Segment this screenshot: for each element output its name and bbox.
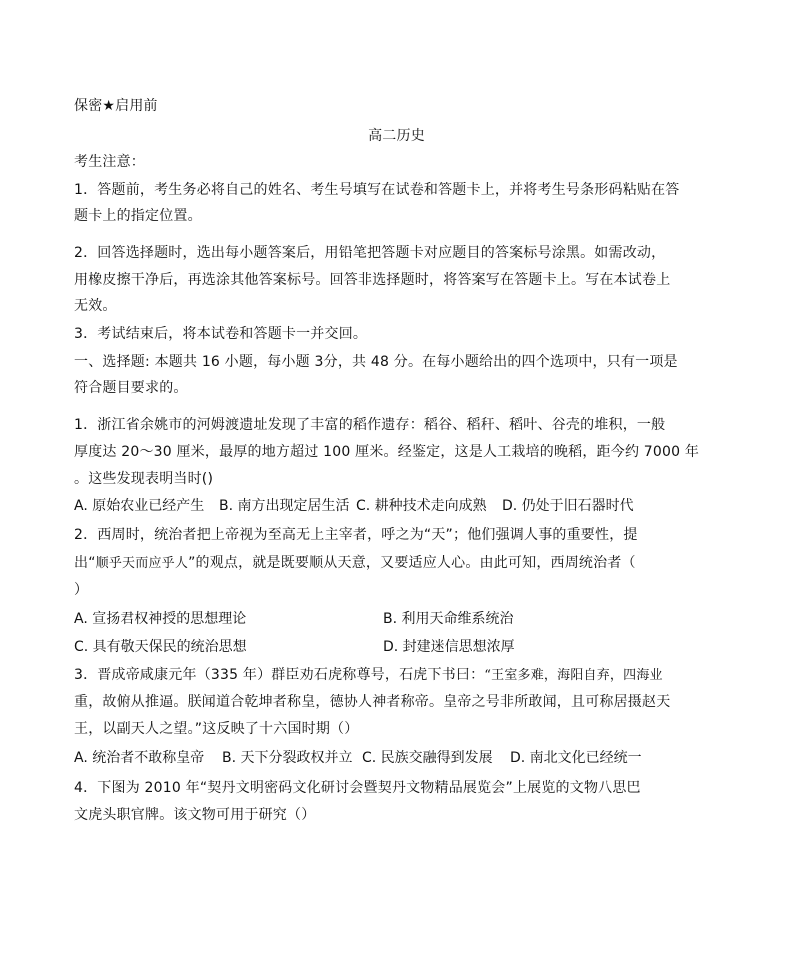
question-3-line-1-start: 3．晋成帝咸康元年（335 年）群臣劝石虎称尊号，石虎下书曰： bbox=[74, 667, 485, 683]
question-4-line-2: 文虎头职官牌。该文物可用于研究（） bbox=[74, 807, 316, 823]
question-2-option-c[interactable]: C. 具有敬天保民的统治思想 bbox=[74, 639, 247, 655]
question-1-option-b[interactable]: B. 南方出现定居生活 bbox=[219, 498, 350, 514]
question-2-option-b[interactable]: B. 利用天命维系统治 bbox=[383, 611, 514, 627]
question-3-quote: “王室多难，海阳自弃，四海业 bbox=[484, 668, 663, 683]
question-3-option-d[interactable]: D. 南北文化已经统一 bbox=[510, 750, 642, 766]
notice-item-2-end: 无效。 bbox=[74, 298, 117, 314]
question-2-quote: 顺乎天而应乎人 bbox=[95, 556, 189, 571]
question-2-line-2-end: ”的观点，就是既要顺从天意，又要适应人心。由此可知，西周统治者（ bbox=[188, 555, 636, 571]
question-3-option-c[interactable]: C. 民族交融得到发展 bbox=[362, 750, 493, 766]
question-2-option-d[interactable]: D. 封建迷信思想浓厚 bbox=[383, 639, 515, 655]
question-2-line-2-start: 出“ bbox=[74, 555, 96, 571]
question-4-line-1: 4．下图为 2010 年“契丹文明密码文化研讨会暨契丹文物精品展览会”上展览的文物八思巴 bbox=[74, 780, 641, 796]
question-2-option-a[interactable]: A. 宣扬君权神授的思想理论 bbox=[74, 611, 247, 627]
section-heading-cont: 符合题目要求的。 bbox=[74, 380, 188, 396]
question-2-line-2 bbox=[74, 554, 636, 573]
question-1-option-d[interactable]: D. 仍处于旧石器时代 bbox=[502, 498, 634, 514]
page-title: 高二历史 bbox=[368, 128, 425, 144]
question-2-line-1: 2．西周时，统治者把上帝视为至高无上主宰者，呼之为“天”；他们强调人事的重要性，提 bbox=[74, 527, 638, 543]
question-1-line-3: 。这些发现表明当时() bbox=[74, 471, 214, 487]
question-3-line-3: 王，以副天人之望。”这反映了十六国时期（） bbox=[74, 721, 359, 737]
notice-item-1-cont: 题卡上的指定位置。 bbox=[74, 208, 202, 224]
question-3-line-2: 重，故俯从推逼。朕闻道合乾坤者称皇，德协人神者称帝。皇帝之号非所敢闻，且可称居摄赵天 bbox=[74, 694, 671, 710]
question-1-line-2: 厚度达 20～30 厘米，最厚的地方超过 100 厘米。经鉴定，这是人工栽培的晚稻，距今约 7000 年 bbox=[74, 444, 700, 460]
question-1-option-c[interactable]: C. 耕种技术走向成熟 bbox=[356, 498, 487, 514]
section-heading: 一、选择题: 本题共 16 小题，每小题 3分，共 48 分。在每小题给出的四个选项中，只有一项是 bbox=[74, 354, 678, 370]
question-3-line-1 bbox=[74, 666, 663, 685]
notice-item-2-cont: 用橡皮擦干净后，再选涂其他答案标号。回答非选择题时，将答案写在答题卡上。写在本试卷上 bbox=[74, 272, 671, 288]
question-3-option-a[interactable]: A. 统治者不敢称皇帝 bbox=[74, 750, 205, 766]
notice-heading: 考生注意： bbox=[74, 154, 145, 170]
notice-item-1: 1．答题前，考生务必将自己的姓名、考生号填写在试卷和答题卡上，并将考生号条形码粘贴在答 bbox=[74, 182, 680, 198]
notice-item-3: 3．考试结束后，将本试卷和答题卡一并交回。 bbox=[74, 326, 368, 342]
question-1-option-a[interactable]: A. 原始农业已经产生 bbox=[74, 498, 205, 514]
notice-item-2: 2．回答选择题时，选出每小题答案后，用铅笔把答题卡对应题目的答案标号涂黑。如需改动， bbox=[74, 245, 666, 261]
question-2-line-3: ） bbox=[74, 582, 89, 598]
confidential-label: 保密★启用前 bbox=[74, 98, 158, 114]
question-3-option-b[interactable]: B. 天下分裂政权并立 bbox=[222, 750, 353, 766]
question-1-line-1: 1．浙江省余姚市的河姆渡遗址发现了丰富的稻作遗存：稻谷、稻秆、稻叶、谷壳的堆积，一般 bbox=[74, 417, 666, 433]
